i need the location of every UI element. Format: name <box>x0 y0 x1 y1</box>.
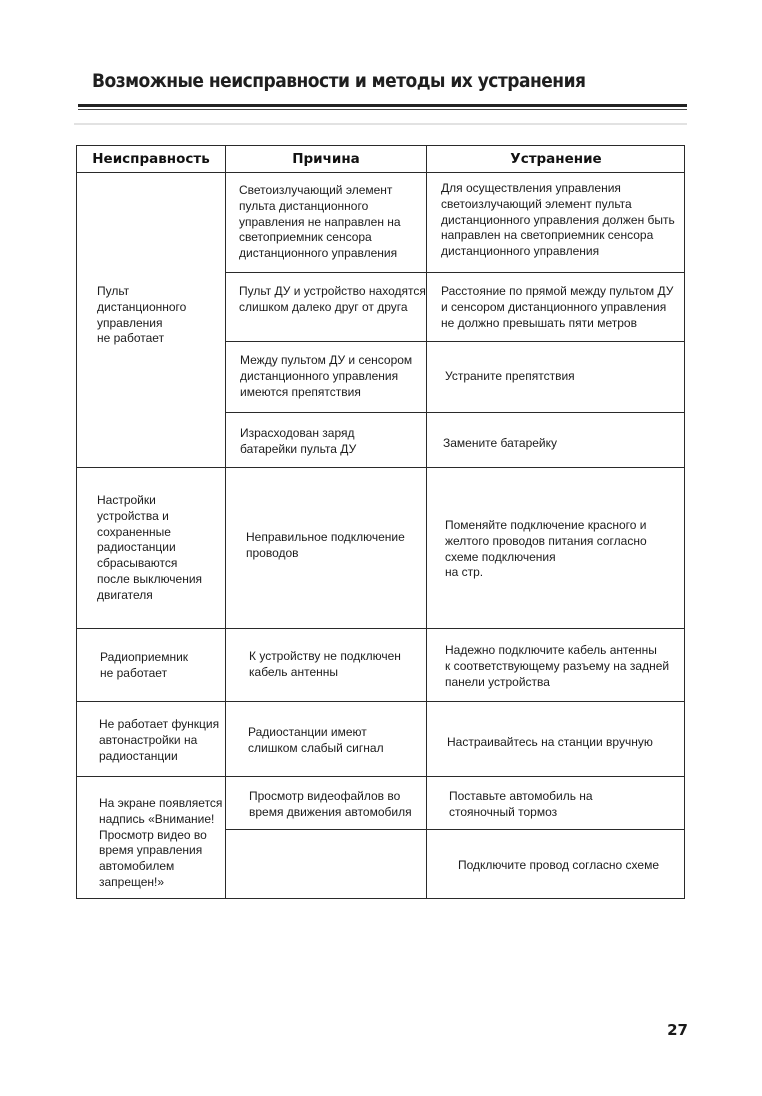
solution-cell: Надежно подключите кабель антенны к соответствующему разъему на задней панели устройства <box>445 643 670 689</box>
problem-cell: Пульт дистанционного управления не работает <box>97 284 187 346</box>
cause-cell: Пульт ДУ и устройство находятся слишком далеко друг от друга <box>239 284 426 314</box>
cause-cell: Неправильное подключение проводов <box>246 530 405 560</box>
row-divider <box>76 776 685 777</box>
cause-cell: Израсходован заряд батарейки пульта ДУ <box>240 426 357 456</box>
header-cause: Причина <box>292 151 360 167</box>
cause-cell: Между пультом ДУ и сенсором дистанционного управления имеются препятствия <box>240 353 413 399</box>
solution-cell: Устраните препятствия <box>445 369 575 383</box>
solution-cell: Настраивайтесь на станции вручную <box>447 735 653 749</box>
header-fault: Неисправность <box>92 151 210 167</box>
solution-cell: Для осуществления управления светоизлучающий элемент пульта дистанционного управления должен быть направлен на светоприемник сенсора дистанционного управления <box>441 181 675 259</box>
cause-cell: Светоизлучающий элемент пульта дистанционного управления не направлен на светоприемник сенсора дистанционного управления <box>239 183 401 261</box>
cause-cell: К устройству не подключен кабель антенны <box>249 649 401 679</box>
header-solution: Устранение <box>510 151 602 167</box>
solution-cell: Поменяйте подключение красного и желтого проводов питания согласно схеме подключения на стр. <box>445 518 647 580</box>
solution-cell: Подключите провод согласно схеме <box>458 858 660 872</box>
problem-cell: Настройки устройства и сохраненные радиостанции сбрасываются после выключения двигателя <box>97 493 203 602</box>
row-divider <box>76 628 685 629</box>
subrow-divider <box>225 272 685 273</box>
cause-cell: Радиостанции имеют слишком слабый сигнал <box>248 725 384 755</box>
row-divider <box>76 467 685 468</box>
table-border <box>76 145 77 899</box>
subrow-divider <box>225 829 685 830</box>
page-number: 27 <box>667 1021 688 1039</box>
row-divider <box>76 701 685 702</box>
page-title: Возможные неисправности и методы их устранения <box>92 70 586 92</box>
cause-cell: Просмотр видеофайлов во время движения автомобиля <box>249 789 412 819</box>
column-divider <box>426 145 427 899</box>
solution-cell: Расстояние по прямой между пультом ДУ и сенсором дистанционного управления не должно превышать пяти метров <box>441 284 674 330</box>
column-divider <box>225 145 226 899</box>
solution-cell: Поставьте автомобиль на стояночный тормоз <box>449 789 593 819</box>
problem-cell: Не работает функция автонастройки на радиостанции <box>99 717 220 763</box>
subrow-divider <box>225 341 685 342</box>
problem-cell: Радиоприемник не работает <box>100 650 189 680</box>
table-border <box>684 145 685 899</box>
subrow-divider <box>225 412 685 413</box>
table-border <box>76 898 685 899</box>
solution-cell: Замените батарейку <box>443 436 558 450</box>
problem-cell: На экране появляется надпись «Внимание! Просмотр видео во время управления автомобилем запрещен!» <box>99 796 223 889</box>
